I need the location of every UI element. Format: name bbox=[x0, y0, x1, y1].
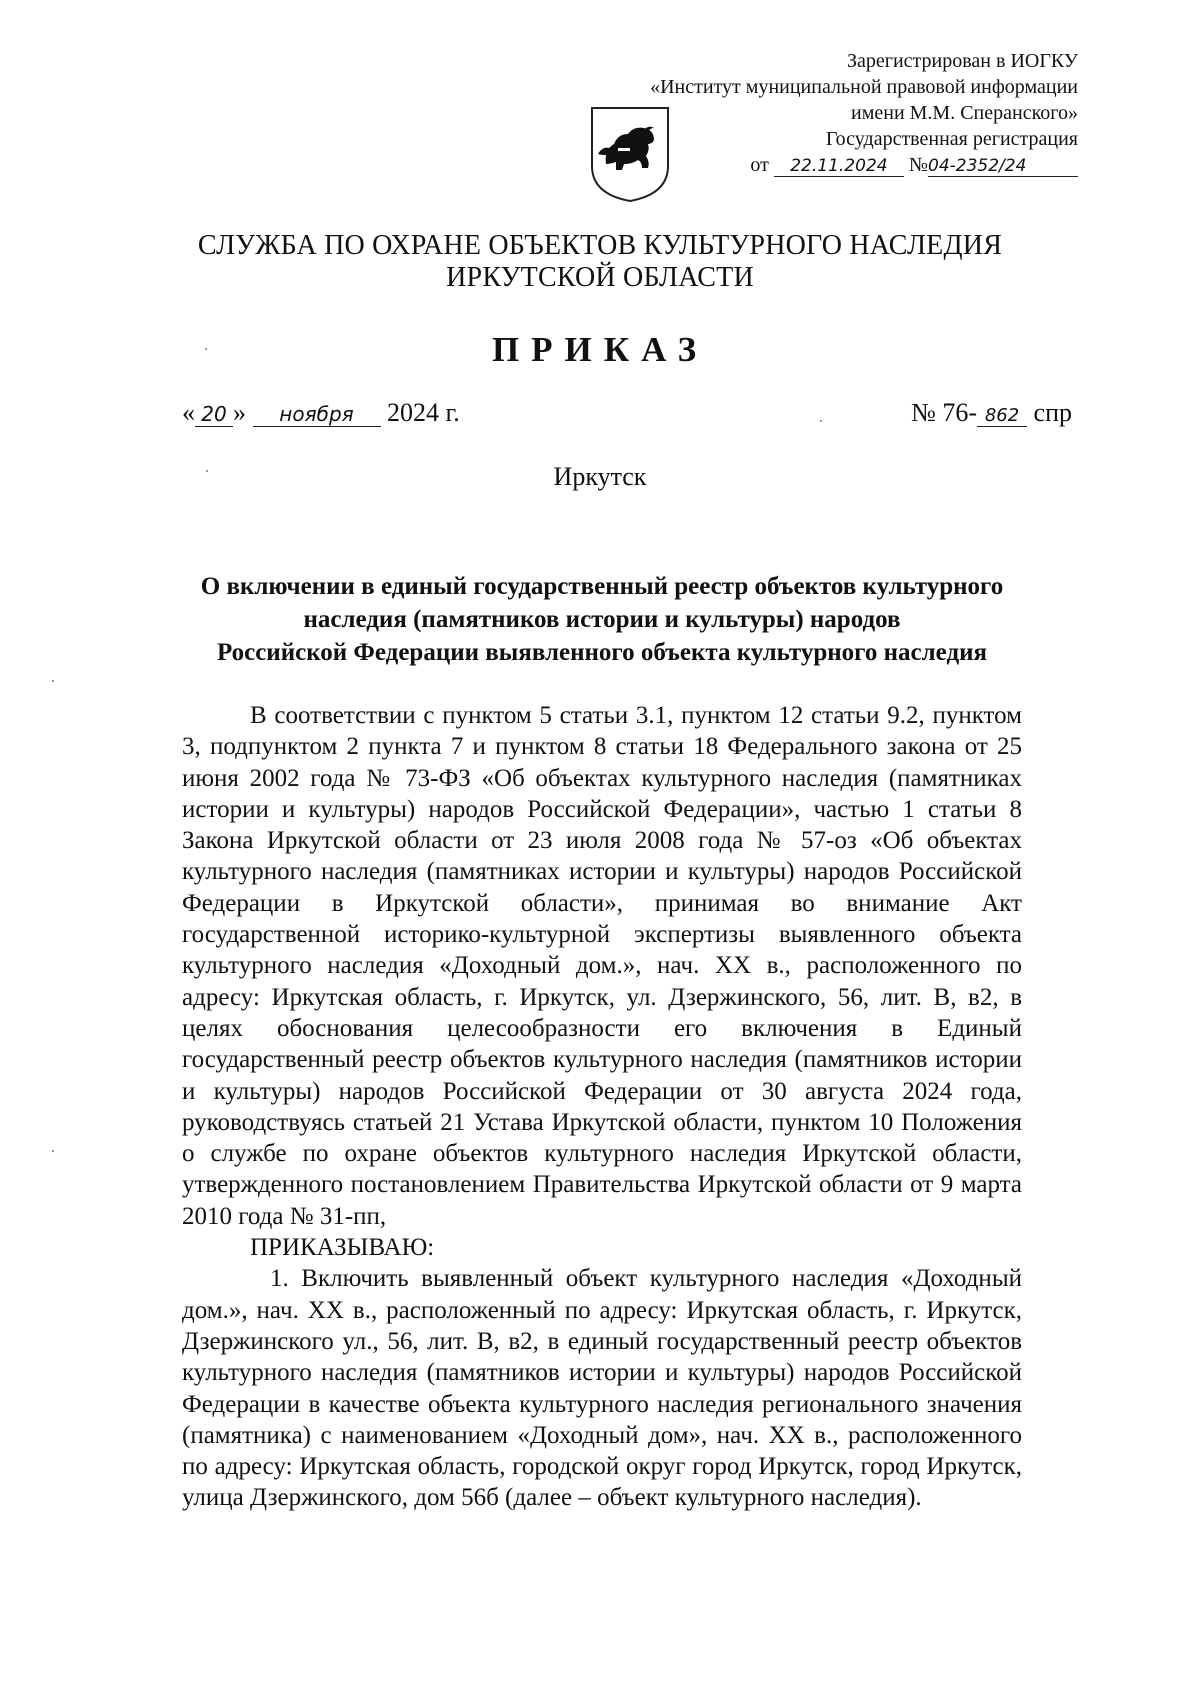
order-number-prefix: № 76- bbox=[911, 398, 978, 427]
registration-number-handwritten: 04-2352/24 bbox=[928, 156, 1078, 177]
registration-date-number bbox=[650, 152, 1078, 178]
date-quote-close: » bbox=[233, 398, 246, 427]
order-subject bbox=[182, 570, 1022, 669]
organization-line-2: ИРКУТСКОЙ ОБЛАСТИ bbox=[446, 262, 754, 293]
document-type-title: ПРИКАЗ bbox=[491, 330, 709, 369]
order-date bbox=[182, 398, 460, 428]
registration-date-prefix: от bbox=[750, 154, 769, 176]
order-number-handwritten: 862 bbox=[977, 405, 1027, 427]
organization-name bbox=[0, 230, 1200, 294]
order-city: Иркутск bbox=[553, 462, 647, 491]
preamble-paragraph: В соответствии с пунктом 5 статьи 3.1, пунктом 12 статьи 9.2, пунктом 3, подпунктом 2 пункта 7 и пунктом 8 статьи 18 Федерального закона от 25 июня 2002 года № 73-ФЗ «Об объектах культурного наследия (памятниках истории и культуры) народов Российской Федерации», частью 1 статьи 8 Закона Иркутской области от 23 июля 2008 года № 57-оз «Об объектах культурного наследия (памятниках истории и культуры) народов Российской Федерации в Иркутской области», принимая во внимание Акт государственной историко-культурной экспертизы выявленного объекта культурного наследия «Доходный дом.», нач. XX в., расположенного по адресу: Иркутская область, г. Иркутск, ул. Дзержинского, 56, лит. В, в2, в целях обоснования целесообразности его включения в Единый государственный реестр объектов культурного наследия (памятников истории и культуры) народов Российской Федерации от 30 августа 2024 года, руководствуясь статьей 21 Устава Иркутской области, пунктом 10 Положения о службе по охране объектов культурного наследия Иркутской области, утвержденного постановлением Правительства Иркутской области от 9 марта 2010 года № 31-пп, bbox=[182, 702, 1022, 1230]
order-year: 2024 г. bbox=[387, 398, 460, 427]
subject-line-3: Российской Федерации выявленного объекта культурного наследия bbox=[216, 639, 988, 666]
registration-line-2: «Институт муниципальной правовой информации bbox=[650, 76, 1078, 98]
command-heading: ПРИКАЗЫВАЮ: bbox=[250, 1234, 435, 1262]
day-handwritten: 20 bbox=[195, 402, 233, 427]
registration-line-3: имени М.М. Сперанского» bbox=[851, 102, 1078, 124]
registration-stamp bbox=[650, 48, 1078, 178]
registration-number-prefix: № bbox=[908, 154, 928, 176]
coat-of-arms-irkutsk-icon bbox=[588, 104, 672, 204]
order-number-suffix: спр bbox=[1033, 398, 1072, 427]
subject-line-2: наследия (памятников истории и культуры) народов bbox=[303, 606, 901, 633]
order-body bbox=[182, 700, 1022, 1514]
month-handwritten: ноября bbox=[253, 402, 381, 427]
registration-line-1: Зарегистрирован в ИОГКУ bbox=[847, 50, 1078, 72]
registration-line-4: Государственная регистрация bbox=[825, 128, 1078, 150]
organization-line-1: СЛУЖБА ПО ОХРАНЕ ОБЪЕКТОВ КУЛЬТУРНОГО НАСЛЕДИЯ bbox=[197, 230, 1003, 261]
subject-line-1: О включении в единый государственный реестр объектов культурного bbox=[200, 573, 1004, 600]
registration-date-handwritten: 22.11.2024 bbox=[774, 156, 904, 177]
order-item-1: 1. Включить выявленный объект культурного наследия «Доходный дом.», нач. XX в., расположенный по адресу: Иркутская область, г. Иркутск, Дзержинского ул., 56, лит. В, в2, в единый государственный реестр объектов культурного наследия (памятников истории и культуры) народов Российской Федерации в качестве объекта культурного наследия регионального значения (памятника) с наименованием «Доходный дом», нач. XX в., расположенного по адресу: Иркутская область, городской округ город Иркутск, город Иркутск, улица Дзержинского, дом 56б (далее – объект культурного наследия). bbox=[182, 1265, 1022, 1512]
date-quote-open: « bbox=[182, 398, 195, 427]
order-number bbox=[911, 398, 1072, 428]
